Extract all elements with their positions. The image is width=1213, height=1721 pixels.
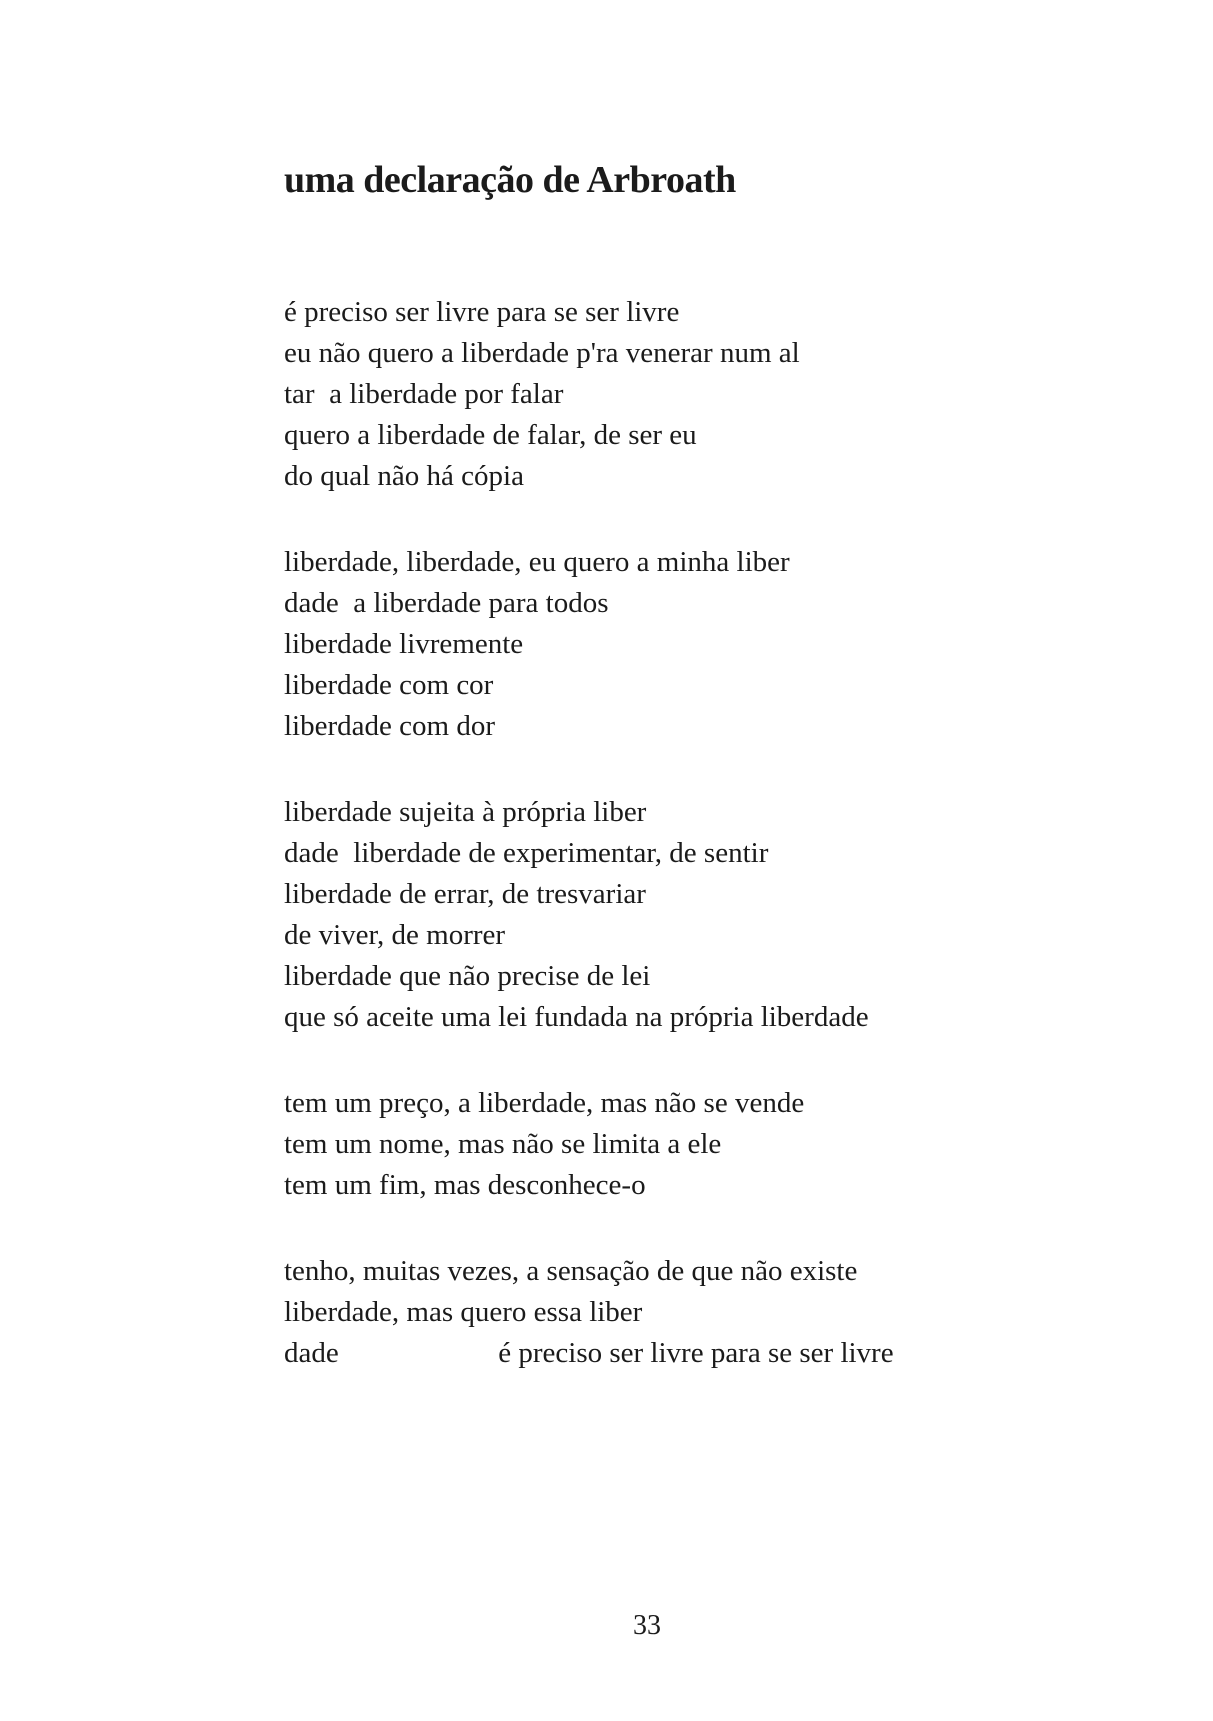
poem-line: liberdade livremente (284, 628, 524, 660)
poem-line: tem um nome, mas não se limita a ele (284, 1128, 722, 1160)
stanza (284, 542, 1004, 747)
poem-line: do qual não há cópia (284, 460, 524, 492)
poem-line: tar a liberdade por falar (284, 378, 564, 410)
stanza (284, 292, 1004, 497)
poem-line: tenho, muitas vezes, a sensação de que não existe (284, 1255, 858, 1287)
poem-line: dade a liberdade para todos (284, 587, 609, 619)
poem-line: dade liberdade de experimentar, de sentir (284, 837, 769, 869)
poem-title: uma declaração de Arbroath (284, 159, 736, 201)
poem-line: liberdade, liberdade, eu quero a minha liber (284, 546, 790, 578)
poem-line: liberdade sujeita à própria liber (284, 796, 647, 828)
poem-line: liberdade com cor (284, 669, 494, 701)
poem-line: eu não quero a liberdade p'ra venerar num al (284, 337, 800, 369)
poem-line: liberdade, mas quero essa liber (284, 1296, 643, 1328)
poem-line: é preciso ser livre para se ser livre (284, 296, 680, 328)
poem-line: que só aceite uma lei fundada na própria liberdade (284, 1001, 869, 1033)
poem-line: liberdade que não precise de lei (284, 960, 651, 992)
poem-line: tem um preço, a liberdade, mas não se vende (284, 1087, 805, 1119)
poem-line: de viver, de morrer (284, 919, 506, 951)
poem-line: liberdade de errar, de tresvariar (284, 878, 646, 910)
poem-line: tem um fim, mas desconhece-o (284, 1169, 646, 1201)
poem-line: liberdade com dor (284, 710, 495, 742)
stanza (284, 1251, 1004, 1374)
poem-line: quero a liberdade de falar, de ser eu (284, 419, 697, 451)
page-number: 33 (633, 1610, 661, 1641)
poem-line: dade é preciso ser livre para se ser livre (284, 1337, 894, 1369)
stanza (284, 792, 1004, 1038)
stanza (284, 1083, 1004, 1206)
poem-body (284, 292, 1004, 1374)
